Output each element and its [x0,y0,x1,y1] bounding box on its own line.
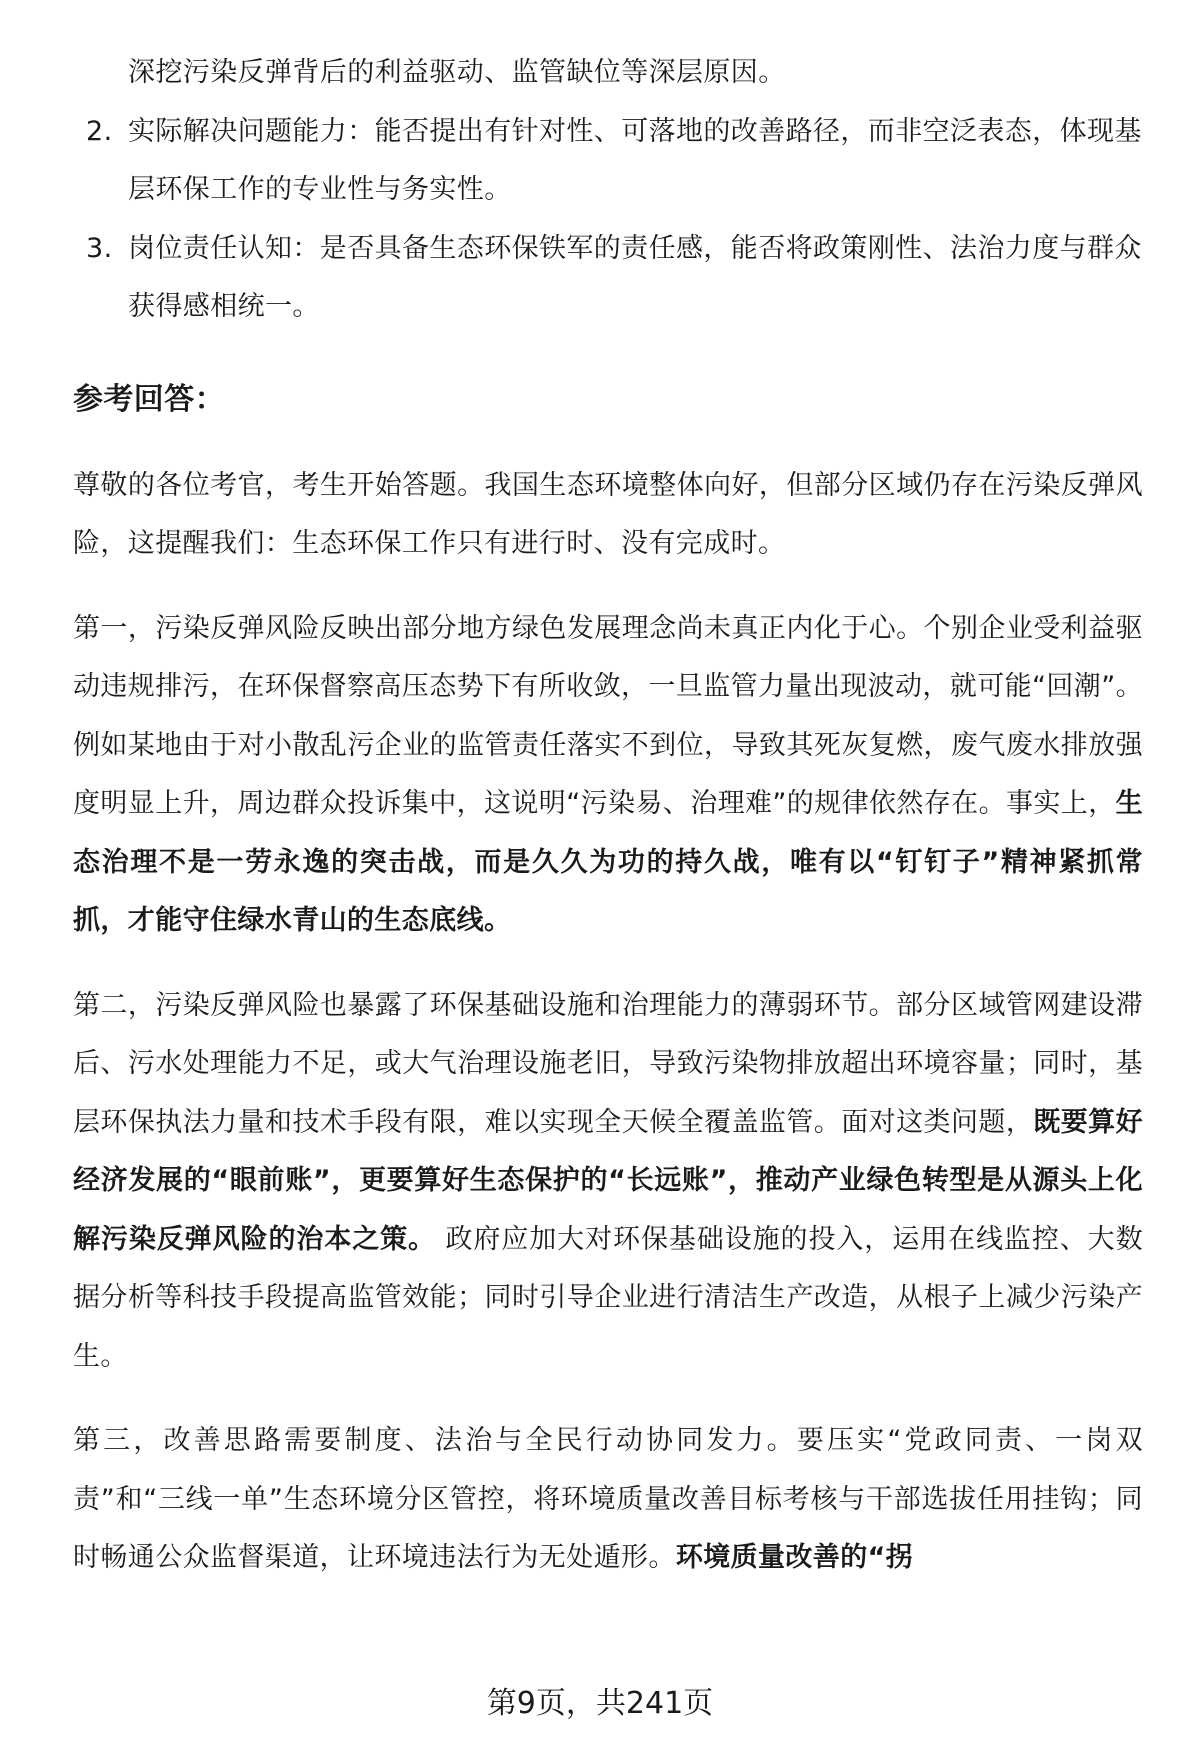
list-item-text: 岗位责任认知：是否具备生态环保铁军的责任感，能否将政策刚性、法治力度与群众获得感相统一。 [128,232,1142,322]
paragraph-second-point [73,977,1143,1387]
list-item-number: 3. [86,232,113,264]
paragraph-text: 第一，污染反弹风险反映出部分地方绿色发展理念尚未真正内化于心。个别企业受利益驱动违规排污，在环保督察高压态势下有所收敛，一旦监管力量出现波动，就可能“回潮”。例如某地由于对小散乱污企业的监管责任落实不到位，导致其死灰复燃，废气废水排放强度明显上升，周边群众投诉集中，这说明“污染易、治理难”的规律依然存在。事实上， [73,612,1143,819]
list-item-text: 实际解决问题能力：能否提出有针对性、可落地的改善路径，而非空泛表态，体现基层环保工作的专业性与务实性。 [128,115,1142,205]
paragraph-text: 政府应加大对环保基础设施的投入，运用在线监控、大数据分析等科技手段提高监管效能；同时引导企业进行清洁生产改造，从根子上减少污染产生。 [73,1223,1144,1372]
paragraph-text: 第三，改善思路需要制度、法治与全民行动协同发力。要压实“党政同责、一岗双责”和“三线一单”生态环境分区管控，将环境质量改善目标考核与干部选拔任用挂钩；同时畅通公众监督渠道，让环境违法行为无处遁形。 [73,1425,1143,1573]
list-item-number: 2. [86,115,113,147]
criteria-list [73,103,1143,337]
list-item [73,220,1143,337]
page-footer: 第9页，共241页 [486,1686,714,1721]
paragraph-opening [73,457,1143,574]
bold-emphasis: 环境质量改善的“拐 [675,1542,914,1573]
paragraph-third-point [73,1412,1143,1588]
bold-emphasis: 生态治理不是一劳永逸的突击战，而是久久为功的持久战，唯有以“钉钉子”精神紧抓常抓，才能守住绿水青山的生态底线。 [73,788,1143,936]
continuation-line: 深挖污染反弹背后的利益驱动、监管缺位等深层原因。 [128,57,786,88]
paragraph-first-point [73,600,1143,951]
bold-emphasis: 既要算好经济发展的“眼前账”，更要算好生态保护的“长远账”，推动产业绿色转型是从源头上化解污染反弹风险的治本之策。 [73,1106,1143,1255]
paragraph-text: 第二，污染反弹风险也暴露了环保基础设施和治理能力的薄弱环节。部分区域管网建设滞后、污水处理能力不足，或大气治理设施老旧，导致污染物排放超出环境容量；同时，基层环保执法力量和技术手段有限，难以实现全天候全覆盖监管。面对这类问题， [73,989,1143,1138]
section-title: 参考回答： [73,381,225,417]
paragraph-text: 尊敬的各位考官，考生开始答题。我国生态环境整体向好，但部分区域仍存在污染反弹风险，这提醒我们：生态环保工作只有进行时、没有完成时。 [73,469,1143,559]
list-item [73,103,1143,220]
page-content [73,44,1143,1614]
